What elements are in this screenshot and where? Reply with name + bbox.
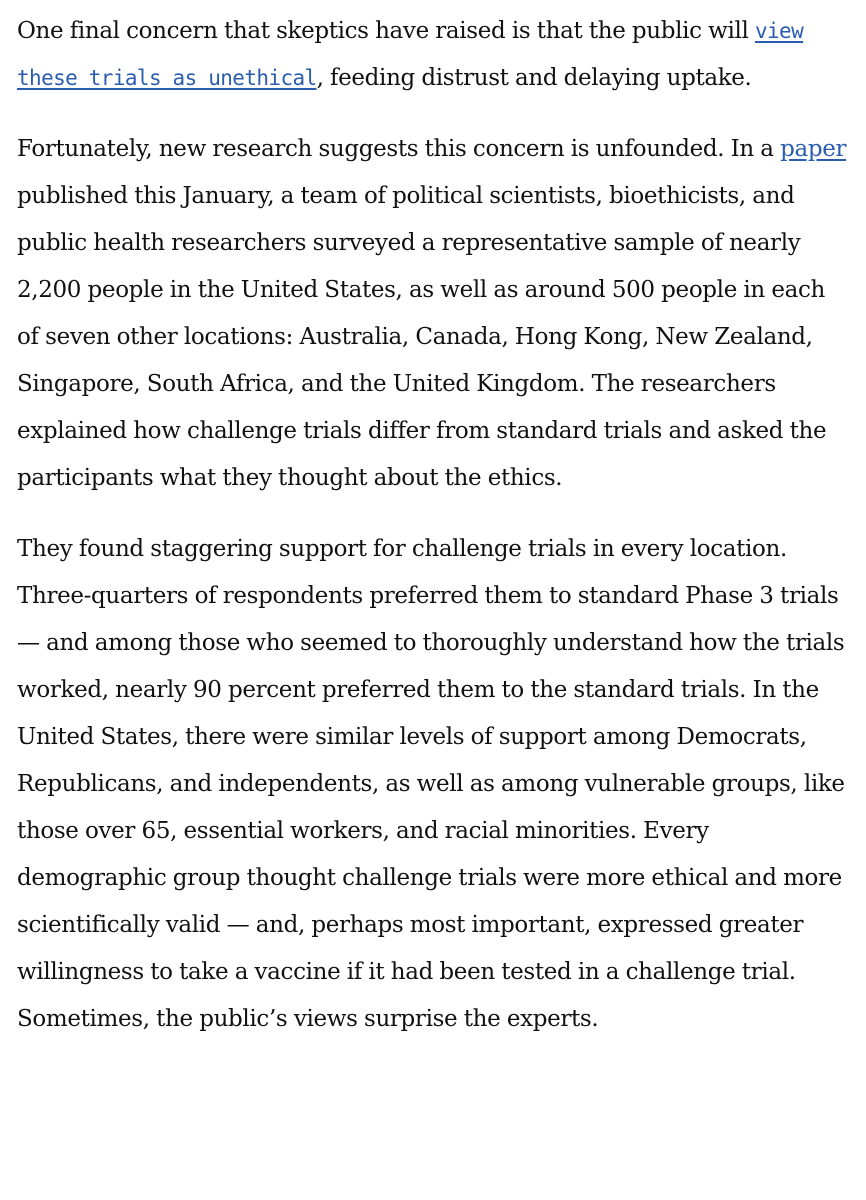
- paragraph-public-concern: [17, 8, 852, 102]
- paper-link[interactable]: paper: [780, 136, 847, 162]
- paragraph-support-results: They found staggering support for challenge trials in every location. Three-quarters of respondents preferred them to standard Phase 3 trials — and among those who seemed to thoroughly understand how the trials worked, nearly 90 percent preferred them to the standard trials. In the United States, there were similar levels of support among Democrats, Republicans, and independents, as well as among vulnerable groups, like those over 65, essential workers, and racial minorities. Every demographic group thought challenge trials were more ethical and more scientifically valid — and, perhaps most important, expressed greater willingness to take a vaccine if it had been tested in a challenge trial. Sometimes, the public’s views surprise the experts.: [17, 536, 845, 1032]
- paragraph-research-findings: [17, 126, 852, 502]
- unethical-trials-link[interactable]: view these trials as unethical: [17, 19, 804, 90]
- paragraph-text-after-link: published this January, a team of political scientists, bioethicists, and public health researchers surveyed a representative sample of nearly 2,200 people in the United States, as well as around 500 people in each of seven other locations: Australia, Canada, Hong Kong, New Zealand, Singapore, South Africa, and the United Kingdom. The researchers explained how challenge trials differ from standard trials and asked the participants what they thought about the ethics.: [17, 183, 827, 491]
- paragraph-text-after-link: , feeding distrust and delaying uptake.: [316, 65, 752, 91]
- paragraph-text-before-link: Fortunately, new research suggests this concern is unfounded. In a: [17, 136, 781, 162]
- paragraph-text-before-link: One final concern that skeptics have raised is that the public will: [17, 18, 755, 44]
